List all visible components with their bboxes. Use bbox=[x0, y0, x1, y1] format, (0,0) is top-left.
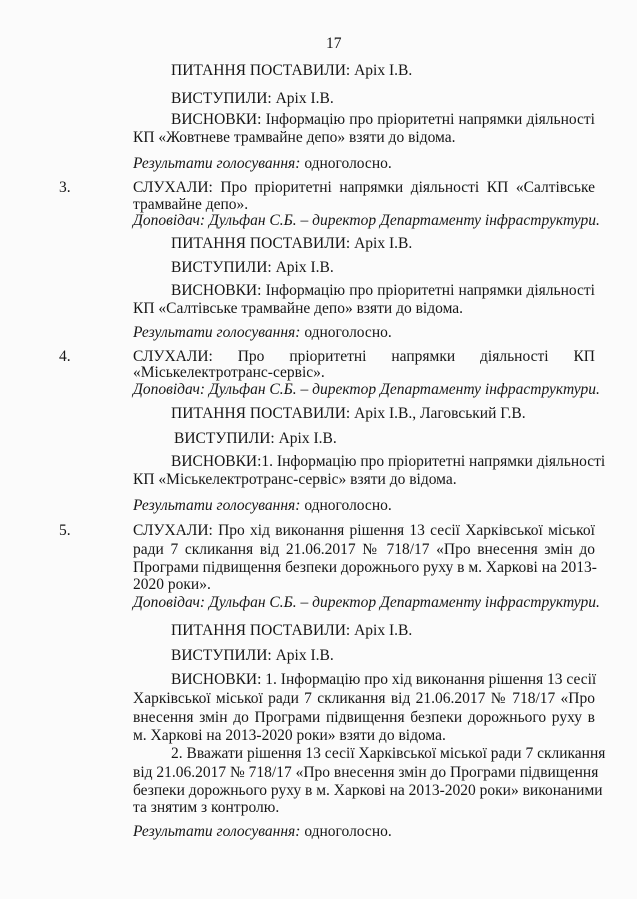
conclusion-line: ВИСНОВКИ:1. Інформацію про пріоритетні напрямки діяльності bbox=[171, 453, 606, 470]
vote-label: Результати голосування: bbox=[133, 155, 301, 172]
conclusion-line: ВИСНОВКИ: Інформацію про пріоритетні напрямки діяльності bbox=[171, 111, 595, 128]
reporter-line: Доповідач: Дульфан С.Б. – директор Департаменту інфраструктури. bbox=[133, 381, 600, 398]
vote-label: Результати голосування: bbox=[133, 324, 301, 341]
vote-label: Результати голосування: bbox=[133, 497, 301, 514]
questions-line: ПИТАННЯ ПОСТАВИЛИ: Аріх І.В. bbox=[171, 622, 413, 639]
vote-value: одноголосно. bbox=[304, 324, 392, 341]
conclusion-line: та знятим з контролю. bbox=[133, 799, 280, 816]
item-number: 3. bbox=[59, 179, 71, 196]
vote-label: Результати голосування: bbox=[133, 823, 301, 840]
questions-line: ПИТАННЯ ПОСТАВИЛИ: Аріх І.В. bbox=[171, 62, 413, 79]
vote-result bbox=[133, 155, 392, 173]
questions-line: ПИТАННЯ ПОСТАВИЛИ: Аріх І.В. bbox=[171, 235, 413, 252]
conclusion-line: від 21.06.2017 № 718/17 «Про внесення змін до Програми підвищення bbox=[133, 764, 599, 781]
reporter-line: Доповідач: Дульфан С.Б. – директор Департаменту інфраструктури. bbox=[133, 594, 600, 611]
item-number: 5. bbox=[59, 522, 71, 539]
heard-line: СЛУХАЛИ: Про пріоритетні напрямки діяльності КП «Салтівське bbox=[133, 179, 595, 196]
heard-line: СЛУХАЛИ: Про хід виконання рішення 13 сесії Харківської міської bbox=[133, 522, 595, 539]
heard-line: ради 7 скликання від 21.06.2017 № 718/17 «Про внесення змін до bbox=[133, 541, 595, 558]
conclusion-line: КП «Міськелектротранс-сервіс» взяти до відома. bbox=[133, 471, 457, 488]
conclusion-line: КП «Салтівське трамвайне депо» взяти до відома. bbox=[133, 300, 464, 317]
vote-result bbox=[133, 324, 392, 342]
conclusion-line: внесення змін до Програми підвищення безпеки дорожнього руху в bbox=[133, 709, 595, 726]
conclusion-line: 2. Вважати рішення 13 сесії Харківської міської ради 7 скликання bbox=[171, 745, 606, 762]
speakers-line: ВИСТУПИЛИ: Аріх І.В. bbox=[171, 90, 334, 107]
conclusion-line: Харківської міської ради 7 скликання від 21.06.2017 № 718/17 «Про bbox=[133, 690, 595, 707]
vote-result bbox=[133, 497, 392, 515]
conclusion-line: безпеки дорожнього руху в м. Харкові на 2013-2020 роки» виконаними bbox=[133, 782, 603, 799]
vote-value: одноголосно. bbox=[304, 497, 392, 514]
conclusion-line: КП «Жовтневе трамвайне депо» взяти до відома. bbox=[133, 129, 456, 146]
vote-result bbox=[133, 823, 392, 841]
conclusion-line: ВИСНОВКИ: Інформацію про пріоритетні напрямки діяльності bbox=[171, 282, 595, 299]
conclusion-line: ВИСНОВКИ: 1. Інформацію про хід виконання рішення 13 сесії bbox=[171, 671, 597, 688]
speakers-line: ВИСТУПИЛИ: Аріх І.В. bbox=[171, 647, 334, 664]
heard-line: «Міськелектротранс-сервіс». bbox=[133, 364, 325, 381]
questions-line: ПИТАННЯ ПОСТАВИЛИ: Аріх І.В., Лаговський Г.В. bbox=[171, 405, 526, 422]
speakers-line: ВИСТУПИЛИ: Аріх І.В. bbox=[171, 259, 334, 276]
conclusion-line: м. Харкові на 2013-2020 роки» взяти до відома. bbox=[133, 727, 446, 744]
page-number: 17 bbox=[326, 35, 342, 52]
item-number: 4. bbox=[59, 348, 71, 365]
vote-value: одноголосно. bbox=[304, 155, 392, 172]
heard-line: 2020 роки». bbox=[133, 576, 211, 593]
heard-line: трамвайне депо». bbox=[133, 196, 249, 213]
reporter-line: Доповідач: Дульфан С.Б. – директор Департаменту інфраструктури. bbox=[133, 212, 600, 229]
vote-value: одноголосно. bbox=[304, 823, 392, 840]
speakers-line: ВИСТУПИЛИ: Аріх І.В. bbox=[174, 430, 337, 447]
heard-line: СЛУХАЛИ: Про пріоритетні напрямки діяльності КП bbox=[133, 348, 595, 365]
heard-line: Програми підвищення безпеки дорожнього руху в м. Харкові на 2013- bbox=[133, 559, 597, 576]
